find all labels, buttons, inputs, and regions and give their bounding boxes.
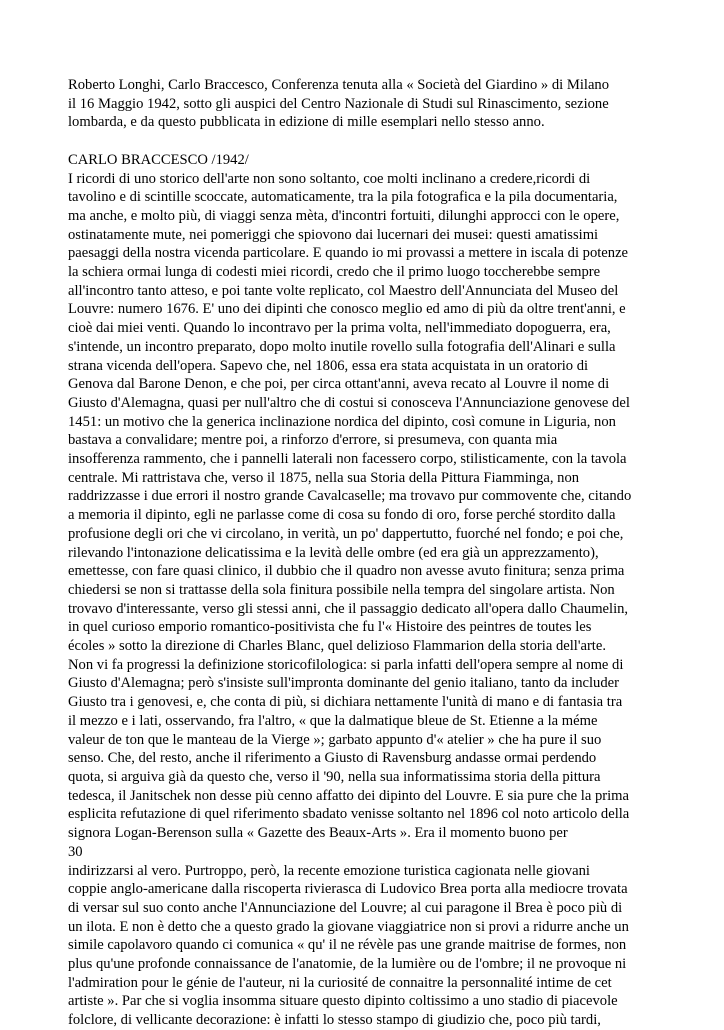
- body-line: signora Logan-Berenson sulla « Gazette des Beaux-Arts ». Era il momento buono per: [68, 825, 568, 842]
- body-line: in quel curioso emporio romantico-positivista che fu l'« Histoire des peintres de toutes les: [68, 619, 592, 636]
- body-line: la schiera ormai lunga di codesti miei ricordi, credo che il primo luogo toccherebbe sempre: [68, 264, 601, 281]
- body-line: s'intende, un incontro preparato, dopo molto inutile rovello sulla fotografia dell'Alinari e sulla: [68, 338, 616, 355]
- body-line: écoles » sotto la direzione di Charles Blanc, quel delizioso Flammarion della storia dell'arte.: [68, 638, 606, 655]
- page-number: 30: [68, 843, 83, 860]
- body-line: a memoria il dipinto, egli ne parlasse come di cosa su fondo di oro, forse perché stordito dalla: [68, 507, 616, 524]
- body-line: Louvre: numero 1676. E' uno dei dipinti che conosco meglio ed amo di più da oltre trent'anni, e: [68, 301, 626, 318]
- body-line: valeur de ton que le manteau de la Vierge »; garbato appunto d'« atelier » che ha pure il suo: [68, 731, 602, 748]
- body-line: paesaggi della nostra vicenda particolare. E quando io mi provassi a mettere in iscala di potenze: [68, 245, 629, 262]
- body-line: artiste ». Par che si voglia insomma situare questo dipinto coltissimo a uno stadio di piacevole: [68, 993, 618, 1010]
- intro-line: Roberto Longhi, Carlo Braccesco, Conferenza tenuta alla « Società del Giardino » di Milano: [68, 77, 610, 93]
- body-line: ma anche, e molto più, di viaggi senza mèta, d'incontri fortuiti, dilunghi approcci con le opere,: [68, 207, 620, 224]
- body-line: Giusto d'Alemagna, quasi per null'altro che di costui si conosceva l'Annunciazione genovese del: [68, 394, 630, 411]
- body-line: di versar sul suo conto anche l'Annunciazione del Louvre; al cui paragone il Brea è poco più di: [68, 899, 623, 916]
- intro-line: lombarda, e da questo pubblicata in edizione di mille esemplari nello stesso anno.: [68, 114, 545, 131]
- body-line: quota, si arguiva già da questo che, verso il '90, nella sua informatissima storia della pittura: [68, 769, 601, 785]
- body-line: Genova dal Barone Denon, e che poi, per circa ottant'anni, aveva recato al Louvre il nome di: [68, 376, 610, 393]
- body-line: coppie anglo-americane dalla riscoperta rivierasca di Ludovico Brea porta alla mediocre trovata: [68, 881, 628, 898]
- body-line: bastava a convalidare; mentre poi, a rinforzo d'errore, si presumeva, con quanta mia: [68, 432, 558, 449]
- body-line: Giusto d'Alemagna; però s'insiste sull'impronta dominante del genio italiano, tanto da includer: [68, 675, 619, 692]
- body-line: insofferenza rammento, che i pannelli laterali non facessero corpo, stilisticamente, con la tavola: [68, 451, 627, 468]
- body-line: Giusto tra i genovesi, e, che conta di più, si dichiara nettamente l'unità di mano e di fantasia tra: [68, 694, 623, 711]
- intro-paragraph: [68, 76, 668, 132]
- body-line: simile capolavoro quando ci comunica « qu' il ne révèle pas une grande maitrise de formes, non: [68, 937, 627, 954]
- body-text: [68, 170, 668, 1030]
- body-line: tedesca, il Janitschek non desse più cenno affatto dei dipinto del Louvre. E sia pure che la prima: [68, 787, 630, 804]
- body-line: I ricordi di uno storico dell'arte non sono soltanto, coe molti inclinano a credere,ricordi di: [68, 170, 591, 187]
- body-line: ostinatamente mute, nei pomeriggi che spiovono dai lucernari dei musei: questi amatissimi: [68, 226, 599, 243]
- body-line: folclore, di vellicante decorazione: è infatti lo stesso stampo di giudizio che, poco più tardi,: [68, 1012, 601, 1029]
- body-line: emettesse, con fare quasi clinico, il dubbio che il quadro non avesse avuto finitura; senza prima: [68, 563, 625, 580]
- body-line: trovavo d'interessante, verso gli stessi anni, che il passaggio dedicato all'opera dallo Chaumelin,: [68, 600, 629, 617]
- body-line: esplicita refutazione di quel riferimento sbadato venisse soltanto nel 1896 col noto articolo della: [68, 806, 630, 823]
- body-line: profusione degli ori che vi circolano, in verità, un po' dappertutto, fuorché nel fondo; e poi che,: [68, 525, 624, 542]
- body-line: Non vi fa progressi la definizione storicofilologica: si parla infatti dell'opera sempre al nome di: [68, 656, 624, 673]
- body-line: all'incontro tanto atteso, e poi tante volte replicato, col Maestro dell'Annunciata del Museo del: [68, 282, 619, 299]
- body-line: chiedersi se non si trattasse della sola finitura possibile nella tempra del singolare artista. Non: [68, 581, 615, 598]
- body-line: rilevando l'intonazione delicatissima e la levità delle ombre (ed era già un apprezzamento),: [68, 544, 599, 561]
- body-line: centrale. Mi rattristava che, verso il 1875, nella sua Storia della Pittura Fiamminga, non: [68, 469, 580, 486]
- section-heading: CARLO BRACCESCO /1942/: [68, 151, 249, 168]
- body-line: indirizzarsi al vero. Purtroppo, però, la recente emozione turistica cagionata nelle giovani: [68, 862, 590, 879]
- body-line: senso. Che, del resto, anche il riferimento a Giusto di Ravensburg andasse ormai perdendo: [68, 750, 597, 767]
- body-line: strana vicenda dell'opera. Sapevo che, nel 1806, essa era stata acquistata in un oratorio di: [68, 357, 589, 374]
- body-line: cioè dai miei venti. Quando lo incontravo per la prima volta, nell'immediato dopoguerra, era,: [68, 320, 611, 337]
- document-page: [68, 76, 668, 1030]
- body-line: raddrizzasse i due errori il nostro grande Cavalcaselle; ma trovavo pur commovente che, citando: [68, 488, 632, 505]
- body-line: l'admiration pour le génie de l'auteur, ni la curiosité de connaitre la personnalité intime de cet: [68, 974, 612, 991]
- intro-line: il 16 Maggio 1942, sotto gli auspici del Centro Nazionale di Studi sul Rinascimento, sezione: [68, 95, 609, 112]
- body-line: plus qu'une profonde connaissance de l'anatomie, de la lumière ou de l'ombre; il ne provoque ni: [68, 956, 627, 973]
- body-line: tavolino e di scintille scoccate, automaticamente, tra la pila fotografica e la pila documentaria,: [68, 189, 618, 206]
- body-line: un ilota. E non è detto che a questo grado la giovane viaggiatrice non si provi a ridurre anche un: [68, 918, 629, 935]
- body-line: 1451: un motivo che la generica inclinazione nordica del dipinto, così comune in Liguria, non: [68, 413, 616, 430]
- body-line: il mezzo e i lati, osservando, fra l'altro, « que la dalmatique bleue de St. Etienne a la méme: [68, 712, 598, 729]
